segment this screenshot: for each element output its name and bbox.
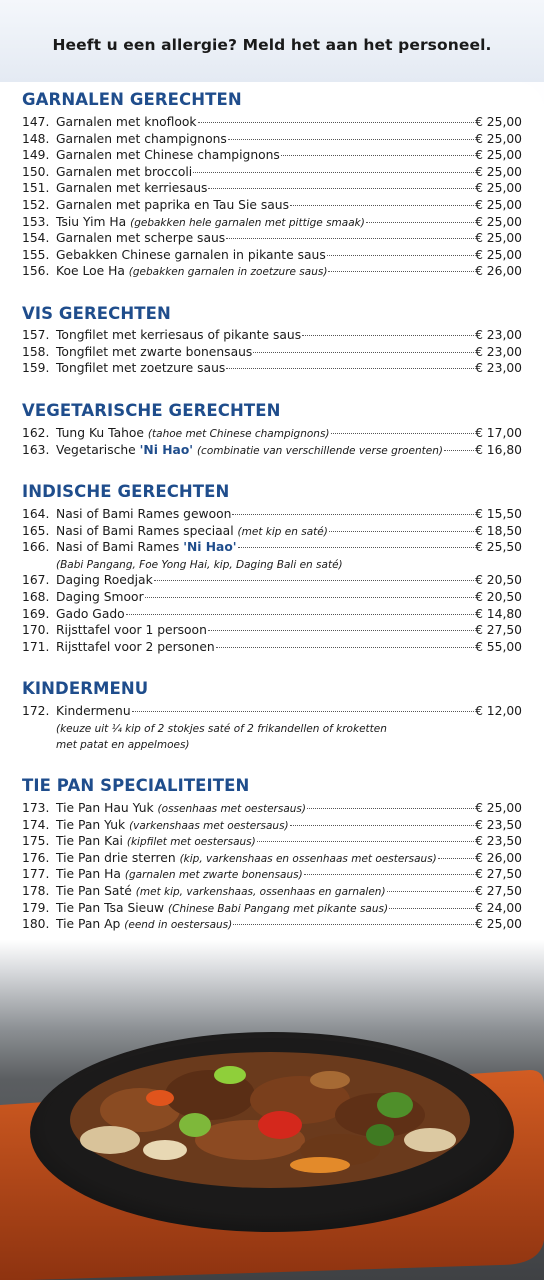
dot-leader (290, 825, 474, 826)
item-name: Rijsttafel voor 2 personen (56, 639, 215, 654)
item-name: Rijsttafel voor 1 persoon (56, 623, 207, 638)
item-description: (ossenhaas met oestersaus) (157, 803, 306, 815)
menu-item (22, 607, 522, 624)
menu-item (22, 851, 522, 868)
dot-leader (331, 433, 475, 434)
item-price: € 23,50 (475, 817, 522, 832)
menu-item (22, 867, 522, 884)
item-name: Garnalen met scherpe saus (56, 231, 226, 246)
menu-item (22, 818, 522, 835)
dot-leader (304, 874, 474, 875)
item-price: € 25,00 (475, 197, 522, 212)
item-description: (kip, varkenshaas en ossenhaas met oestersaus) (179, 852, 437, 865)
menu-list (22, 115, 522, 281)
item-number: 147. (22, 115, 50, 129)
section-title: VIS GERECHTEN (22, 304, 171, 323)
item-number: 166. (22, 540, 50, 555)
item-price: € 23,00 (475, 361, 522, 376)
dot-leader (438, 858, 474, 859)
item-description: (kipfilet met oestersaus) (126, 836, 256, 849)
item-number: 180. (22, 917, 50, 932)
dot-leader (302, 335, 474, 336)
section-title: KINDERMENU (22, 679, 149, 698)
menu-item (22, 917, 522, 934)
item-number: 170. (22, 623, 50, 638)
item-name: Tie Pan Ap (56, 917, 121, 932)
item-price: € 25,00 (475, 214, 522, 229)
allergy-notice: Heeft u een allergie? Meld het aan het personeel. (52, 36, 492, 54)
item-name: Vegetarische (56, 442, 136, 457)
item-description: (gebakken garnalen in zoetzure saus) (128, 266, 328, 279)
menu-item (22, 181, 522, 198)
item-price: € 26,00 (475, 850, 522, 865)
dot-leader (257, 841, 474, 842)
item-price: € 14,80 (475, 606, 522, 621)
item-highlight: 'Ni Hao' (183, 540, 237, 555)
item-description: (varkenshaas met oestersaus) (129, 819, 289, 832)
dot-leader (226, 238, 474, 239)
item-name: Koe Loe Ha (56, 264, 125, 279)
dot-leader (228, 139, 474, 140)
dot-leader (208, 188, 474, 189)
item-price: € 27,50 (475, 883, 522, 898)
menu-item (22, 640, 522, 657)
dot-leader (307, 808, 474, 809)
menu-item (22, 264, 522, 281)
item-name: Gado Gado (56, 606, 125, 621)
item-number: 177. (22, 867, 50, 882)
menu-item (22, 524, 522, 541)
item-note: (keuze uit ¼ kip of 2 stokjes saté of 2 frikandellen of kroketten (56, 722, 387, 735)
item-name: Tongfilet met zwarte bonensaus (56, 344, 253, 359)
item-number: 155. (22, 247, 50, 262)
item-number: 152. (22, 197, 50, 212)
item-number: 156. (22, 264, 50, 279)
item-number: 154. (22, 231, 50, 246)
item-name: Nasi of Bami Rames gewoon (56, 507, 232, 521)
section-title: INDISCHE GERECHTEN (22, 482, 230, 501)
allergy-banner (0, 0, 544, 82)
dot-leader (253, 352, 474, 353)
dot-leader (444, 450, 474, 451)
menu-list (22, 801, 522, 934)
dot-leader (290, 205, 474, 206)
menu-item (22, 115, 522, 132)
item-number: 168. (22, 589, 50, 604)
item-number: 169. (22, 606, 50, 621)
item-number: 163. (22, 442, 50, 457)
dot-leader (329, 531, 474, 532)
menu-item (22, 801, 522, 818)
menu-list (22, 426, 522, 459)
item-price: € 25,00 (475, 801, 522, 815)
item-number: 174. (22, 817, 50, 832)
item-name: Daging Roedjak (56, 573, 153, 588)
item-price: € 27,50 (475, 867, 522, 882)
item-price: € 27,50 (475, 623, 522, 638)
item-name: Tongfilet met zoetzure saus (56, 361, 226, 376)
dot-leader (387, 891, 475, 892)
menu-item (22, 198, 522, 215)
dot-leader (208, 630, 474, 631)
item-name: Tongfilet met kerriesaus of pikante saus (56, 328, 302, 342)
menu-item (22, 148, 522, 165)
item-number: 164. (22, 507, 50, 521)
item-price: € 26,00 (475, 264, 522, 279)
item-description: (gebakken hele garnalen met pittige smaak) (130, 216, 365, 229)
item-price: € 17,00 (475, 426, 522, 440)
item-name: Garnalen met broccoli (56, 164, 193, 179)
menu-item (22, 884, 522, 901)
menu-item (22, 443, 522, 460)
menu-item (22, 426, 522, 443)
item-name: Tsiu Yim Ha (56, 214, 127, 229)
item-name: Tie Pan Saté (56, 883, 132, 898)
item-description: (Chinese Babi Pangang met pikante saus) (168, 902, 389, 915)
item-price: € 25,00 (475, 164, 522, 179)
item-price: € 23,00 (475, 344, 522, 359)
item-price: € 55,00 (475, 639, 522, 654)
menu-list (22, 328, 522, 378)
item-number: 149. (22, 148, 50, 163)
dot-leader (145, 597, 474, 598)
item-name: Tung Ku Tahoe (56, 426, 144, 440)
dot-leader (238, 547, 475, 548)
dot-leader (216, 647, 474, 648)
menu-item (22, 132, 522, 149)
menu-item (22, 165, 522, 182)
item-name: Garnalen met knoflook (56, 115, 197, 129)
item-number: 153. (22, 214, 50, 229)
dot-leader (198, 122, 475, 123)
item-number: 148. (22, 131, 50, 146)
item-number: 179. (22, 900, 50, 915)
menu-item (22, 361, 522, 378)
item-note: met patat en appelmoes) (56, 739, 190, 752)
item-description: (eend in oestersaus) (124, 919, 233, 932)
item-name: Tie Pan Ha (56, 867, 121, 882)
item-name: Kindermenu (56, 704, 131, 718)
item-name: Tie Pan Yuk (56, 817, 126, 832)
menu-list (22, 507, 522, 656)
item-name: Garnalen met paprika en Tau Sie saus (56, 197, 289, 212)
item-price: € 23,50 (475, 834, 522, 849)
item-number: 172. (22, 704, 50, 718)
item-number: 157. (22, 328, 50, 342)
item-name: Tie Pan Kai (56, 834, 123, 849)
sizzling-plate-image (0, 940, 544, 1280)
section-title: GARNALEN GERECHTEN (22, 90, 242, 109)
section-title: VEGETARISCHE GERECHTEN (22, 401, 281, 420)
item-number: 150. (22, 164, 50, 179)
item-price: € 25,00 (475, 148, 522, 163)
menu-item (22, 345, 522, 362)
item-price: € 24,00 (475, 900, 522, 915)
item-name: Daging Smoor (56, 589, 144, 604)
item-price: € 25,00 (475, 247, 522, 262)
menu-item (22, 901, 522, 918)
item-name: Nasi of Bami Rames speciaal (56, 523, 234, 538)
item-name: Tie Pan Hau Yuk (56, 801, 154, 815)
menu-item (22, 507, 522, 524)
dot-leader (366, 222, 474, 223)
menu-item (22, 215, 522, 232)
item-description: (tahoe met Chinese champignons) (147, 428, 330, 440)
menu-item (22, 834, 522, 851)
item-note: (Babi Pangang, Foe Yong Hai, kip, Daging Bali en saté) (56, 558, 343, 571)
dot-leader (126, 614, 474, 615)
item-description: (combinatie van verschillende verse groenten) (196, 444, 443, 457)
menu-item (22, 623, 522, 640)
menu-item (22, 590, 522, 607)
item-description: (met kip en saté) (237, 525, 328, 538)
item-price: € 25,00 (475, 231, 522, 246)
item-number: 165. (22, 523, 50, 538)
item-description: (garnalen met zwarte bonensaus) (124, 869, 303, 882)
item-price: € 25,00 (475, 181, 522, 196)
item-price: € 12,00 (475, 704, 522, 718)
dot-leader (226, 368, 474, 369)
item-number: 151. (22, 181, 50, 196)
item-price: € 15,50 (475, 507, 522, 521)
item-highlight: 'Ni Hao' (139, 442, 194, 457)
dot-leader (281, 155, 474, 156)
item-name: Gebakken Chinese garnalen in pikante saus (56, 247, 326, 262)
dot-leader (232, 514, 474, 515)
dish-photo (0, 940, 544, 1280)
menu-content (0, 82, 544, 942)
item-price: € 18,50 (475, 523, 522, 538)
item-number: 158. (22, 344, 50, 359)
item-name: Garnalen met champignons (56, 131, 227, 146)
dot-leader (154, 580, 474, 581)
item-price: € 16,80 (475, 442, 522, 457)
item-number: 162. (22, 426, 50, 440)
item-name: Tie Pan drie sterren (56, 850, 176, 865)
item-price: € 20,50 (475, 573, 522, 588)
item-price: € 25,00 (475, 917, 522, 932)
item-name: Garnalen met kerriesaus (56, 181, 208, 196)
menu-list (22, 704, 522, 754)
item-price: € 25,00 (475, 115, 522, 129)
menu-item (22, 231, 522, 248)
item-price: € 20,50 (475, 589, 522, 604)
item-number: 171. (22, 639, 50, 654)
section-title: TIE PAN SPECIALITEITEN (22, 776, 250, 795)
item-number: 167. (22, 573, 50, 588)
item-name: Garnalen met Chinese champignons (56, 148, 280, 163)
item-number: 178. (22, 883, 50, 898)
menu-item (22, 704, 522, 721)
item-description: (met kip, varkenshaas, ossenhaas en garnalen) (135, 885, 386, 898)
item-price: € 25,00 (475, 131, 522, 146)
menu-item (22, 540, 522, 557)
item-price: € 25,50 (475, 540, 522, 555)
item-name: Nasi of Bami Rames (56, 540, 180, 555)
item-price: € 23,00 (475, 328, 522, 342)
menu-item (22, 573, 522, 590)
menu-item (22, 328, 522, 345)
dot-leader (193, 172, 474, 173)
dot-leader (132, 711, 474, 712)
item-number: 159. (22, 361, 50, 376)
dot-leader (327, 255, 474, 256)
item-number: 176. (22, 850, 50, 865)
dot-leader (233, 924, 474, 925)
item-name: Tie Pan Tsa Sieuw (56, 900, 165, 915)
dot-leader (389, 908, 474, 909)
menu-item (22, 248, 522, 265)
item-number: 175. (22, 834, 50, 849)
dot-leader (328, 271, 474, 272)
item-number: 173. (22, 801, 50, 815)
